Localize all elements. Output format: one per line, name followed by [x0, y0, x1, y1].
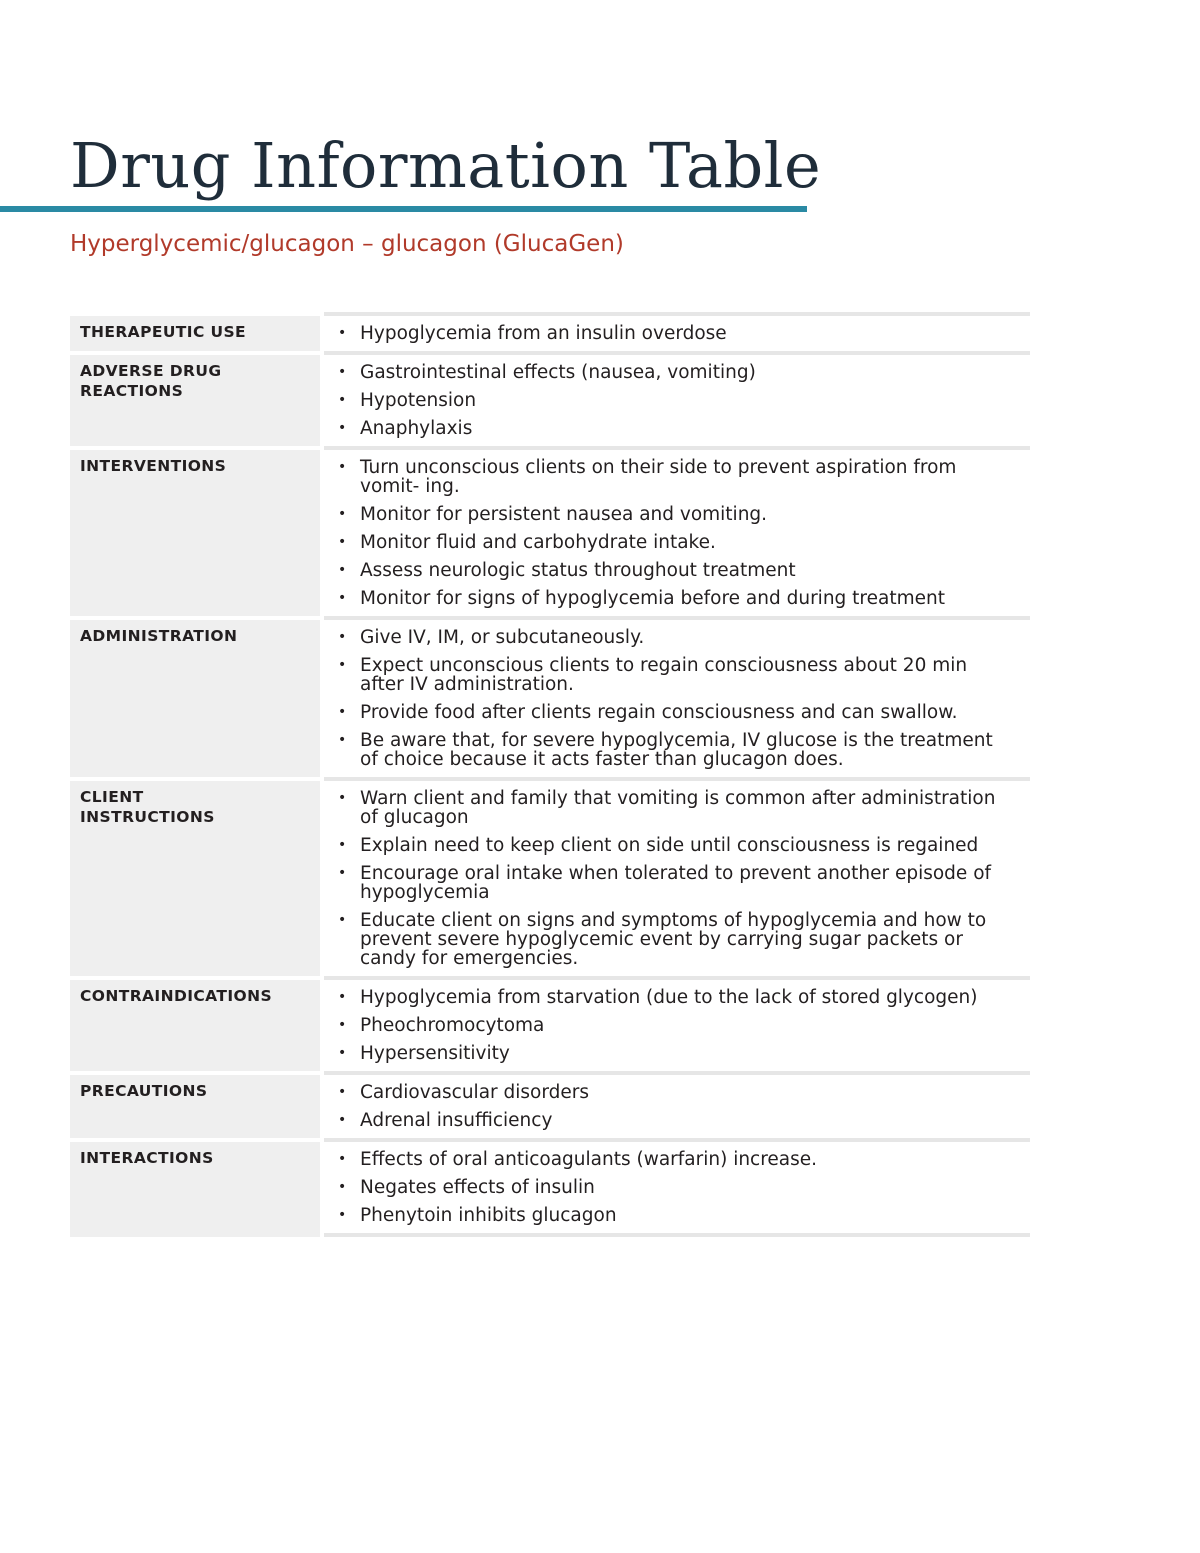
- row-label-cell: [70, 1071, 320, 1138]
- row-label: INTERACTIONS: [80, 1149, 214, 1167]
- row-label-cell: [70, 312, 320, 351]
- list-item: • Encourage oral intake when tolerated to prevent another episode of hypoglycemia: [336, 864, 1016, 902]
- table-row: [70, 312, 1030, 351]
- list-item: • Gastrointestinal effects (nausea, vomiting): [336, 363, 1016, 382]
- bullet-list: [336, 988, 1016, 1063]
- bullet-list: [336, 324, 1016, 343]
- row-label-cell: [70, 976, 320, 1071]
- bullet-list: [336, 628, 1016, 769]
- row-content-cell: [324, 1071, 1030, 1138]
- row-label: CONTRAINDICATIONS: [80, 987, 273, 1005]
- list-item: • Assess neurologic status throughout treatment: [336, 561, 1016, 580]
- table-row: [70, 616, 1030, 777]
- list-item: • Pheochromocytoma: [336, 1016, 1016, 1035]
- list-item: • Hypoglycemia from starvation (due to the lack of stored glycogen): [336, 988, 1016, 1007]
- list-item: • Phenytoin inhibits glucagon: [336, 1206, 1016, 1225]
- row-content-cell: [324, 312, 1030, 351]
- list-item: • Adrenal insufficiency: [336, 1111, 1016, 1130]
- list-item: • Expect unconscious clients to regain consciousness about 20 min after IV administration.: [336, 656, 1016, 694]
- list-item: • Explain need to keep client on side until consciousness is regained: [336, 836, 1016, 855]
- drug-info-table: [70, 312, 1030, 1237]
- list-item: • Warn client and family that vomiting is common after administration of glucagon: [336, 789, 1016, 827]
- bullet-list: [336, 363, 1016, 438]
- drug-subtitle: Hyperglycemic/glucagon – glucagon (GlucaGen): [70, 231, 624, 257]
- row-content-cell: [324, 1138, 1030, 1237]
- row-content-cell: [324, 976, 1030, 1071]
- list-item: • Turn unconscious clients on their side to prevent aspiration from vomit- ing.: [336, 458, 1016, 496]
- list-item: • Hypoglycemia from an insulin overdose: [336, 324, 1016, 343]
- list-item: • Negates effects of insulin: [336, 1178, 1016, 1197]
- list-item: • Effects of oral anticoagulants (warfarin) increase.: [336, 1150, 1016, 1169]
- row-label-cell: [70, 446, 320, 616]
- list-item: • Provide food after clients regain consciousness and can swallow.: [336, 703, 1016, 722]
- row-label: ADVERSE DRUG REACTIONS: [80, 362, 222, 400]
- bullet-list: [336, 458, 1016, 608]
- table-row: [70, 777, 1030, 976]
- list-item: • Be aware that, for severe hypoglycemia, IV glucose is the treatment of choice because it acts faster than glucagon does.: [336, 731, 1016, 769]
- table-row: [70, 446, 1030, 616]
- row-label: PRECAUTIONS: [80, 1082, 208, 1100]
- row-label: CLIENT INSTRUCTIONS: [80, 788, 215, 826]
- row-label-cell: [70, 351, 320, 446]
- bullet-list: [336, 789, 1016, 968]
- list-item: • Give IV, IM, or subcutaneously.: [336, 628, 1016, 647]
- list-item: • Hypersensitivity: [336, 1044, 1016, 1063]
- row-content-cell: [324, 616, 1030, 777]
- list-item: • Hypotension: [336, 391, 1016, 410]
- row-label: ADMINISTRATION: [80, 627, 238, 645]
- row-label-cell: [70, 777, 320, 976]
- list-item: • Cardiovascular disorders: [336, 1083, 1016, 1102]
- table-row: [70, 351, 1030, 446]
- bullet-list: [336, 1083, 1016, 1130]
- list-item: • Monitor fluid and carbohydrate intake.: [336, 533, 1016, 552]
- list-item: • Monitor for persistent nausea and vomiting.: [336, 505, 1016, 524]
- list-item: • Monitor for signs of hypoglycemia before and during treatment: [336, 589, 1016, 608]
- table-row: [70, 1071, 1030, 1138]
- row-content-cell: [324, 351, 1030, 446]
- row-label-cell: [70, 616, 320, 777]
- drug-info-table-body: [70, 312, 1030, 1237]
- row-content-cell: [324, 777, 1030, 976]
- list-item: • Educate client on signs and symptoms of hypoglycemia and how to prevent severe hypoglycemic event by carrying sugar packets or candy for emergencies.: [336, 911, 1016, 968]
- row-label-cell: [70, 1138, 320, 1237]
- table-row: [70, 976, 1030, 1071]
- row-content-cell: [324, 446, 1030, 616]
- title-underline-rule: [0, 206, 807, 212]
- list-item: • Anaphylaxis: [336, 419, 1016, 438]
- bullet-list: [336, 1150, 1016, 1225]
- page-title: Drug Information Table: [70, 129, 822, 202]
- row-label: INTERVENTIONS: [80, 457, 227, 475]
- row-label: THERAPEUTIC USE: [80, 323, 247, 341]
- table-row: [70, 1138, 1030, 1237]
